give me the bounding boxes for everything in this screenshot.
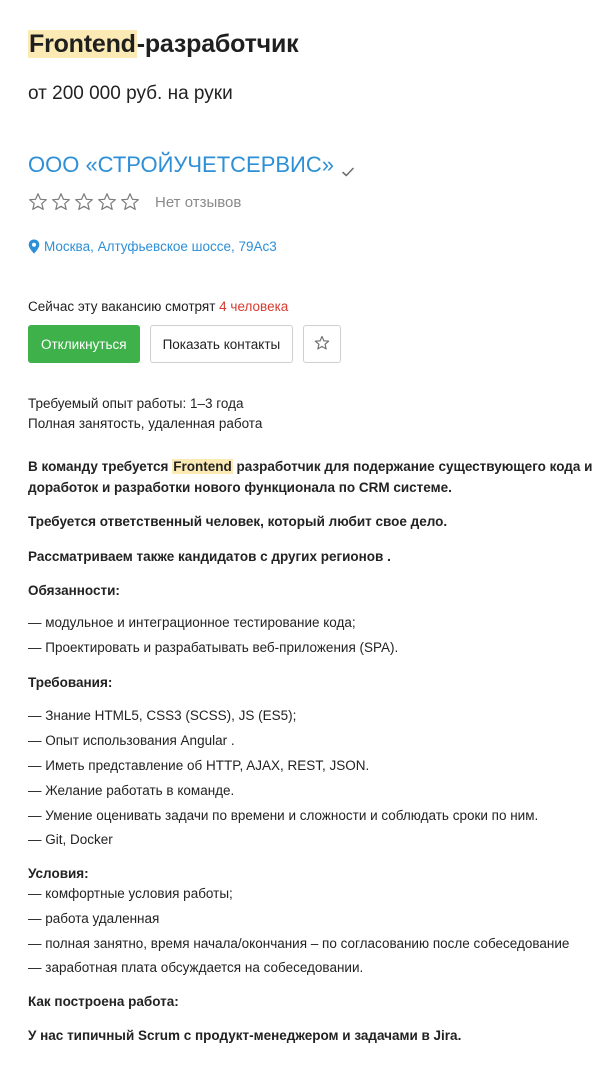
requirement-item: — Желание работать в команде. bbox=[28, 783, 235, 798]
star-outline-icon bbox=[74, 192, 94, 212]
company-address-link[interactable] bbox=[28, 239, 277, 254]
vacancy-meta bbox=[28, 394, 262, 434]
favorite-button[interactable] bbox=[303, 325, 341, 363]
condition-item: — заработная плата обсуждается на собеседовании. bbox=[28, 960, 364, 975]
experience-text: Требуемый опыт работы: 1–3 года bbox=[28, 396, 244, 411]
intro-paragraph bbox=[28, 456, 592, 498]
reviews-label: Нет отзывов bbox=[155, 193, 242, 211]
star-outline-icon bbox=[51, 192, 71, 212]
employment-text: Полная занятость, удаленная работа bbox=[28, 416, 263, 431]
respond-button[interactable]: Откликнуться bbox=[28, 325, 140, 363]
verified-check-icon bbox=[340, 160, 356, 176]
requirement-item: — Иметь представление об HTTP, AJAX, REST, JSON. bbox=[28, 758, 370, 773]
intro-highlight: Frontend bbox=[173, 459, 232, 474]
vacancy-actions bbox=[28, 325, 341, 363]
requirement-item: — Умение оценивать задачи по времени и сложности и соблюдать сроки по ним. bbox=[28, 808, 539, 823]
star-outline-icon bbox=[120, 192, 140, 212]
favorite-star-icon bbox=[314, 335, 330, 354]
paragraph-responsible: Требуется ответственный человек, который любит свое дело. bbox=[28, 514, 448, 529]
salary: от 200 000 руб. на руки bbox=[28, 83, 233, 104]
vacancy-title bbox=[28, 30, 298, 59]
requirement-item: — Git, Docker bbox=[28, 832, 113, 847]
company-name[interactable]: ООО «СТРОЙУЧЕТСЕРВИС» bbox=[28, 152, 334, 177]
requirement-item: — Опыт использования Angular . bbox=[28, 733, 235, 748]
intro-text-a: В команду требуется bbox=[28, 459, 173, 474]
viewers-count: 4 человека bbox=[219, 299, 289, 314]
duties-title: Обязанности: bbox=[28, 583, 120, 598]
how-text: У нас типичный Scrum с продукт-менеджером и задачами в Jira. bbox=[28, 1028, 462, 1043]
address-text[interactable]: Москва, Алтуфьевское шоссе, 79Ас3 bbox=[44, 239, 277, 254]
duty-item: — Проектировать и разрабатывать веб-приложения (SPA). bbox=[28, 640, 399, 655]
star-outline-icon bbox=[97, 192, 117, 212]
title-rest: -разработчик bbox=[136, 30, 299, 58]
show-contacts-button[interactable]: Показать контакты bbox=[150, 325, 294, 363]
paragraph-regions: Рассматриваем также кандидатов с других регионов . bbox=[28, 549, 391, 564]
condition-item: — полная занятно, время начала/окончания – по согласованию после собеседование bbox=[28, 936, 570, 951]
how-title: Как построена работа: bbox=[28, 994, 179, 1009]
viewers-prefix: Сейчас эту вакансию смотрят bbox=[28, 299, 216, 314]
viewers-info bbox=[28, 299, 288, 314]
company-name-link[interactable] bbox=[28, 152, 356, 178]
duty-item: — модульное и интеграционное тестирование кода; bbox=[28, 615, 356, 630]
requirement-item: — Знание HTML5, CSS3 (SCSS), JS (ES5); bbox=[28, 708, 297, 723]
conditions-title: Условия: bbox=[28, 866, 89, 881]
requirements-title: Требования: bbox=[28, 675, 113, 690]
condition-item: — комфортные условия работы; bbox=[28, 886, 233, 901]
star-outline-icon bbox=[28, 192, 48, 212]
intro-text-c: доработок и разработки нового функционала по CRM системе. bbox=[28, 480, 452, 495]
company-rating[interactable] bbox=[28, 192, 241, 212]
intro-text-b: разработчик для подержание существующего кода и bbox=[232, 459, 593, 474]
location-pin-icon bbox=[28, 239, 40, 254]
title-highlight: Frontend bbox=[29, 30, 136, 58]
condition-item: — работа удаленная bbox=[28, 911, 160, 926]
